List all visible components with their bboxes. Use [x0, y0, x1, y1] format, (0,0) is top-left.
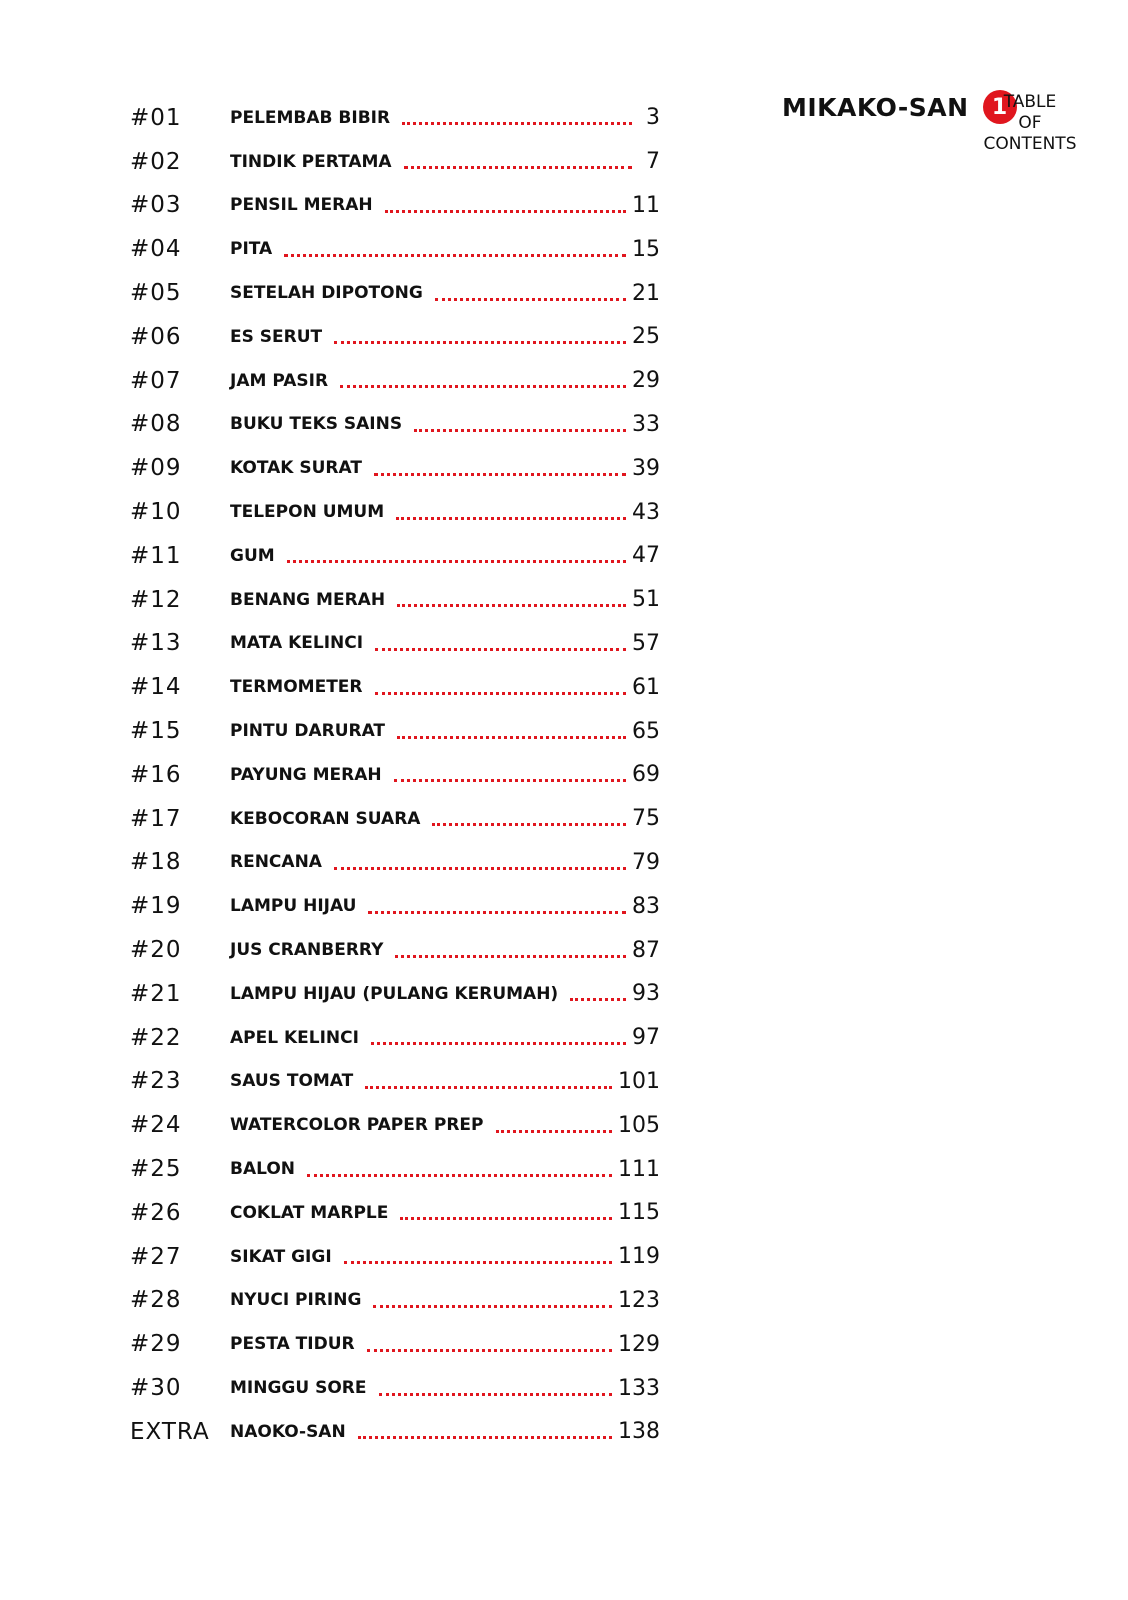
toc-entry[interactable] [130, 1235, 660, 1279]
chapter-title: NAOKO-SAN [230, 1421, 346, 1442]
chapter-title: PELEMBAB BIBIR [230, 107, 391, 128]
toc-entry[interactable] [130, 1103, 660, 1147]
chapter-title: NYUCI PIRING [230, 1290, 362, 1311]
chapter-number: #16 [130, 761, 182, 788]
toc-entry[interactable] [130, 315, 660, 359]
chapter-number: #18 [130, 849, 182, 876]
chapter-title: LAMPU HIJAU (PULANG KERUMAH) [230, 983, 559, 1004]
toc-entry[interactable] [130, 884, 660, 928]
chapter-number: #08 [130, 411, 182, 438]
page-number: 105 [618, 1112, 660, 1138]
dot-leader [414, 429, 626, 432]
page-number: 97 [632, 1025, 660, 1051]
page-number: 39 [632, 455, 660, 481]
dot-leader [358, 1436, 612, 1439]
toc-entry[interactable] [130, 1279, 660, 1323]
toc-entry[interactable] [130, 1147, 660, 1191]
chapter-number: #09 [130, 455, 182, 482]
page-number: 138 [618, 1419, 660, 1445]
dot-leader [368, 911, 626, 914]
chapter-number: #07 [130, 367, 182, 394]
chapter-title: BALON [230, 1159, 296, 1180]
toc-entry[interactable] [130, 140, 660, 184]
volume-badge: 1 [983, 90, 1017, 124]
toc-entry[interactable] [130, 753, 660, 797]
page-number: 61 [632, 674, 660, 700]
dot-leader [373, 1305, 612, 1308]
toc-entry[interactable] [130, 1410, 660, 1454]
chapter-title: KEBOCORAN SUARA [230, 808, 421, 829]
page-number: 7 [646, 149, 660, 175]
toc-entry[interactable] [130, 797, 660, 841]
dot-leader [334, 867, 626, 870]
chapter-title: PENSIL MERAH [230, 195, 373, 216]
chapter-number: #21 [130, 980, 182, 1007]
chapter-title: APEL KELINCI [230, 1027, 359, 1048]
toc-entry[interactable] [130, 841, 660, 885]
page-number: 87 [632, 937, 660, 963]
page-number: 79 [632, 849, 660, 875]
dot-leader [307, 1174, 612, 1177]
chapter-title: JAM PASIR [230, 370, 329, 391]
chapter-title: TINDIK PERTAMA [230, 151, 392, 172]
toc-entry[interactable] [130, 271, 660, 315]
dot-leader [385, 210, 626, 213]
dot-leader [287, 560, 626, 563]
toc-entry[interactable] [130, 1322, 660, 1366]
page-number: 115 [618, 1200, 660, 1226]
chapter-number: #20 [130, 937, 182, 964]
toc-entry[interactable] [130, 490, 660, 534]
toc-entry[interactable] [130, 227, 660, 271]
page-number: 75 [632, 806, 660, 832]
toc-entry[interactable] [130, 96, 660, 140]
page-number: 21 [632, 280, 660, 306]
toc-entry[interactable] [130, 534, 660, 578]
chapter-number: #03 [130, 192, 182, 219]
dot-leader [402, 122, 632, 125]
page-number: 3 [646, 105, 660, 131]
dot-leader [371, 1042, 626, 1045]
dot-leader [397, 604, 626, 607]
dot-leader [397, 736, 626, 739]
series-title: MIKAKO-SAN [782, 92, 969, 122]
page-number: 11 [632, 192, 660, 218]
page-number: 33 [632, 411, 660, 437]
chapter-number: EXTRA [130, 1418, 210, 1445]
chapter-number: #26 [130, 1199, 182, 1226]
toc-entry[interactable] [130, 359, 660, 403]
dot-leader [284, 254, 626, 257]
toc-list [130, 96, 660, 1454]
chapter-number: #05 [130, 280, 182, 307]
toc-entry[interactable] [130, 1060, 660, 1104]
chapter-number: #19 [130, 893, 182, 920]
page-number: 133 [618, 1375, 660, 1401]
dot-leader [404, 166, 632, 169]
dot-leader [375, 648, 626, 651]
toc-label-line: OF [1018, 113, 1042, 133]
chapter-number: #11 [130, 542, 182, 569]
chapter-title: RENCANA [230, 852, 322, 873]
chapter-title: LAMPU HIJAU [230, 896, 357, 917]
dot-leader [365, 1086, 612, 1089]
dot-leader [496, 1130, 613, 1133]
page-number: 25 [632, 324, 660, 350]
chapter-title: TERMOMETER [230, 677, 363, 698]
dot-leader [344, 1261, 612, 1264]
chapter-title: BENANG MERAH [230, 589, 386, 610]
chapter-number: #14 [130, 674, 182, 701]
page-number: 15 [632, 236, 660, 262]
page-number: 47 [632, 543, 660, 569]
chapter-title: PAYUNG MERAH [230, 764, 382, 785]
chapter-title: COKLAT MARPLE [230, 1202, 389, 1223]
dot-leader [379, 1393, 613, 1396]
page-number: 29 [632, 368, 660, 394]
chapter-title: WATERCOLOR PAPER PREP [230, 1115, 484, 1136]
chapter-title: BUKU TEKS SAINS [230, 414, 403, 435]
page-number: 111 [618, 1156, 660, 1182]
toc-entry[interactable] [130, 928, 660, 972]
chapter-title: PESTA TIDUR [230, 1334, 355, 1355]
chapter-title: GUM [230, 545, 275, 566]
toc-entry[interactable] [130, 184, 660, 228]
dot-leader [396, 517, 626, 520]
toc-entry[interactable] [130, 446, 660, 490]
page-number: 119 [618, 1244, 660, 1270]
toc-entry[interactable] [130, 1191, 660, 1235]
chapter-title: SETELAH DIPOTONG [230, 283, 423, 304]
page-number: 129 [618, 1331, 660, 1357]
toc-entry[interactable] [130, 1366, 660, 1410]
dot-leader [375, 692, 627, 695]
toc-entry[interactable] [130, 665, 660, 709]
toc-entry[interactable] [130, 403, 660, 447]
chapter-number: #29 [130, 1331, 182, 1358]
chapter-number: #02 [130, 148, 182, 175]
toc-label-line: TABLE [1003, 92, 1057, 112]
chapter-number: #24 [130, 1112, 182, 1139]
dot-leader [334, 341, 626, 344]
chapter-title: JUS CRANBERRY [230, 940, 384, 961]
dot-leader [435, 298, 626, 301]
page-number: 69 [632, 762, 660, 788]
dot-leader [395, 955, 626, 958]
toc-entry[interactable] [130, 1016, 660, 1060]
page-number: 93 [632, 981, 660, 1007]
dot-leader [340, 385, 626, 388]
chapter-number: #17 [130, 805, 182, 832]
chapter-title: SAUS TOMAT [230, 1071, 354, 1092]
chapter-title: PINTU DARURAT [230, 721, 386, 742]
chapter-number: #13 [130, 630, 182, 657]
chapter-number: #27 [130, 1243, 182, 1270]
page-number: 43 [632, 499, 660, 525]
page-number: 101 [618, 1068, 660, 1094]
toc-entry[interactable] [130, 622, 660, 666]
toc-label [982, 92, 1078, 155]
dot-leader [374, 473, 626, 476]
chapter-number: #25 [130, 1156, 182, 1183]
chapter-number: #28 [130, 1287, 182, 1314]
chapter-number: #30 [130, 1375, 182, 1401]
dot-leader [394, 779, 626, 782]
chapter-number: #12 [130, 586, 182, 613]
dot-leader [367, 1349, 612, 1352]
page-number: 65 [632, 718, 660, 744]
chapter-number: #23 [130, 1068, 182, 1095]
dot-leader [400, 1217, 612, 1220]
toc-entry[interactable] [130, 709, 660, 753]
chapter-number: #04 [130, 236, 182, 263]
dot-leader [432, 823, 626, 826]
chapter-number: #22 [130, 1024, 182, 1051]
chapter-title: PITA [230, 239, 273, 260]
chapter-number: #15 [130, 718, 182, 745]
toc-entry[interactable] [130, 972, 660, 1016]
page-number: 83 [632, 893, 660, 919]
chapter-number: #01 [130, 104, 182, 131]
page-number: 51 [632, 587, 660, 613]
chapter-number: #06 [130, 323, 182, 350]
chapter-number: #10 [130, 499, 182, 526]
toc-entry[interactable] [130, 578, 660, 622]
chapter-title: MATA KELINCI [230, 633, 364, 654]
dot-leader [570, 998, 626, 1001]
chapter-title: SIKAT GIGI [230, 1246, 332, 1267]
page-number: 57 [632, 630, 660, 656]
chapter-title: TELEPON UMUM [230, 502, 385, 523]
toc-label-line: CONTENTS [983, 134, 1077, 154]
chapter-title: ES SERUT [230, 326, 323, 347]
chapter-title: MINGGU SORE [230, 1378, 367, 1398]
chapter-title: KOTAK SURAT [230, 458, 362, 479]
page-number: 123 [618, 1287, 660, 1313]
